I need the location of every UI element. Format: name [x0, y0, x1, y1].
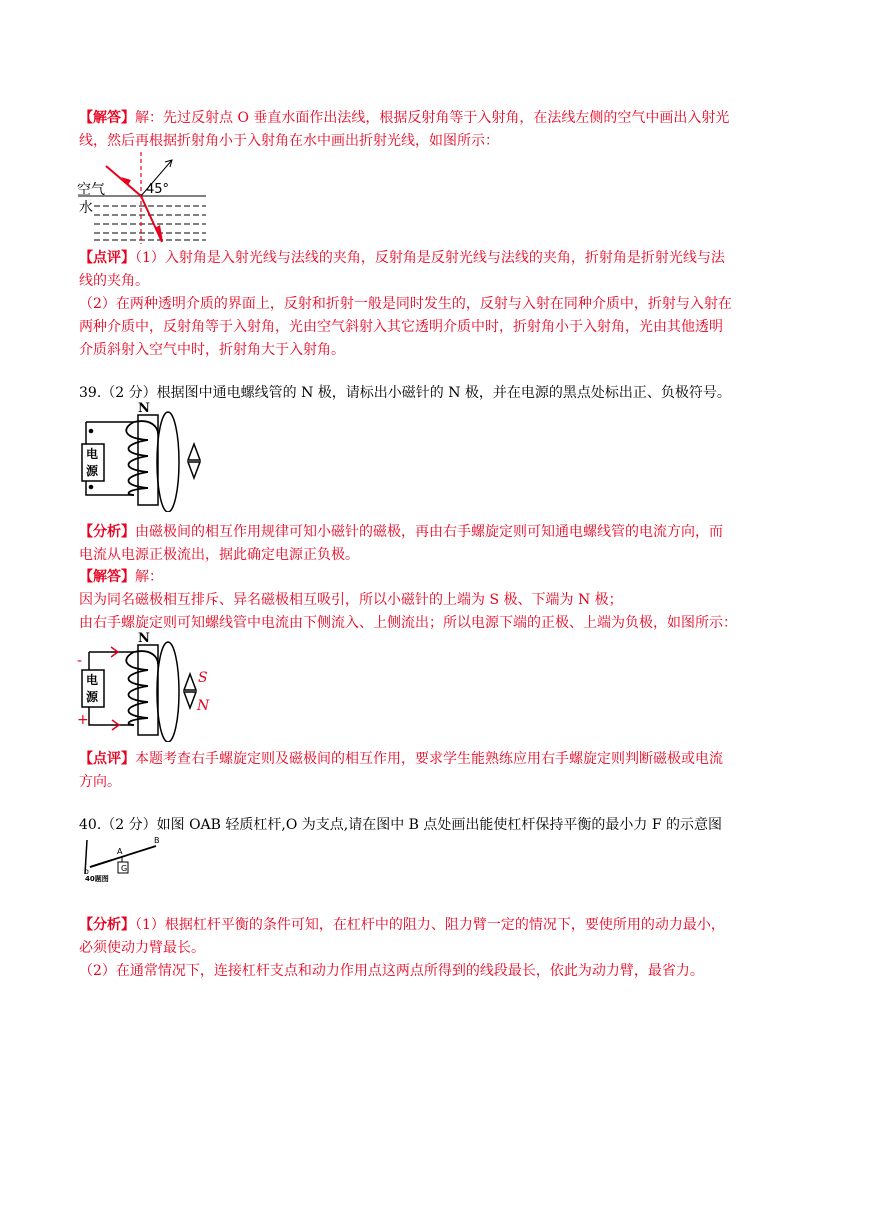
lever-a-label: A [117, 847, 123, 856]
q40-fenxi-tag: 【分析】 [79, 917, 135, 933]
q39-dianping-line-1: 【点评】本题考查右手螺旋定则及磁极间的相互作用，要求学生能熟练应用右手螺旋定则判断磁极或电流 [79, 751, 723, 767]
minus-sign: - [77, 653, 83, 669]
plus-sign: + [77, 712, 89, 728]
needle-s-label: S [198, 670, 208, 686]
s1-dianping-line-2: 线的夹角。 [79, 273, 149, 289]
answer-source-label-1: 电 [86, 673, 99, 687]
solenoid-figure [76, 400, 211, 512]
q40-fenxi-line-3: （2）在通常情况下，连接杠杆支点和动力作用点这两点所得到的线段最长，依此为动力臂，最省力。 [79, 963, 704, 979]
q39-fenxi-line-1: 【分析】由磁极间的相互作用规律可知小磁针的磁极，再由右手螺旋定则可知通电螺线管的电流方向，而 [79, 524, 723, 540]
source-label-2: 源 [86, 464, 99, 478]
air-label: 空气 [77, 182, 105, 198]
lever-caption: 40题图 [85, 875, 109, 882]
lever-b-label: B [154, 836, 160, 845]
s1-jieda-tag: 【解答】 [79, 110, 135, 126]
q39-fenxi-line-2: 电流从电源正极流出，据此确定电源正负极。 [79, 547, 359, 563]
needle-n-label: N [197, 698, 210, 714]
q39-question: 39.（2 分）根据图中通电螺线管的 N 极，请标出小磁针的 N 极，并在电源的黑点处标出正、负极符号。 [79, 385, 731, 401]
water-label: 水 [79, 200, 93, 216]
s1-dianping-line-4: 两种介质中，反射角等于入射角，光由空气斜射入其它透明介质中时，折射角小于入射角，光由其他透明 [79, 319, 723, 335]
q39-jieda-tag: 【解答】 [79, 569, 135, 585]
s1-dianping-line-1: 【点评】（1）入射角是入射光线与法线的夹角，反射角是反射光线与法线的夹角，折射角是折射光线与法 [79, 250, 725, 266]
angle-label: 45° [146, 182, 170, 197]
q39-fenxi-tag: 【分析】 [79, 524, 135, 540]
q39-jieda-line-1: 【解答】解： [79, 569, 163, 585]
solenoid-answer-figure [76, 630, 216, 742]
answer-solenoid-n-label: N [138, 631, 150, 646]
q40-fenxi-line-1: 【分析】（1）根据杠杆平衡的条件可知，在杠杆中的阻力、阻力臂一定的情况下，要使所用的动力最小， [79, 917, 725, 933]
q40-fenxi-line-2: 必须使动力臂最长。 [79, 940, 205, 956]
s1-dianping-line-3: （2）在两种透明介质的界面上，反射和折射一般是同时发生的，反射与入射在同种介质中，折射与入射在 [79, 296, 732, 312]
s1-jieda-line-2: 线，然后再根据折射角小于入射角在水中画出折射光线，如图所示： [79, 133, 499, 149]
s1-dianping-line-5: 介质斜射入空气中时，折射角大于入射角。 [79, 342, 345, 358]
solenoid-n-label: N [138, 401, 150, 416]
source-label-1: 电 [86, 447, 99, 461]
q39-jieda-line-2: 因为同名磁极相互排斥、异名磁极相互吸引，所以小磁针的上端为 S 极、下端为 N 极； [79, 592, 623, 608]
s1-jieda-line-1: 【解答】解：先过反射点 O 垂直水面作出法线，根据反射角等于入射角，在法线左侧的空气中画出入射光 [79, 110, 730, 126]
lever-figure [82, 834, 166, 882]
s1-dianping-tag: 【点评】 [79, 250, 135, 266]
q39-dianping-line-2: 方向。 [79, 774, 121, 790]
q39-dianping-tag: 【点评】 [79, 751, 135, 767]
lever-o-label: o [84, 867, 89, 876]
lever-g-label: G [121, 864, 128, 873]
answer-source-label-2: 源 [86, 690, 99, 704]
q39-jieda-line-3: 由右手螺旋定则可知螺线管中电流由下侧流入、上侧流出；所以电源下端的正极、上端为负极，如图所示： [79, 615, 737, 631]
q40-question: 40.（2 分）如图 OAB 轻质杠杆,O 为支点,请在图中 B 点处画出能使杠杆保持平衡的最小力 F 的示意图 [79, 817, 723, 833]
refraction-figure [76, 150, 211, 245]
